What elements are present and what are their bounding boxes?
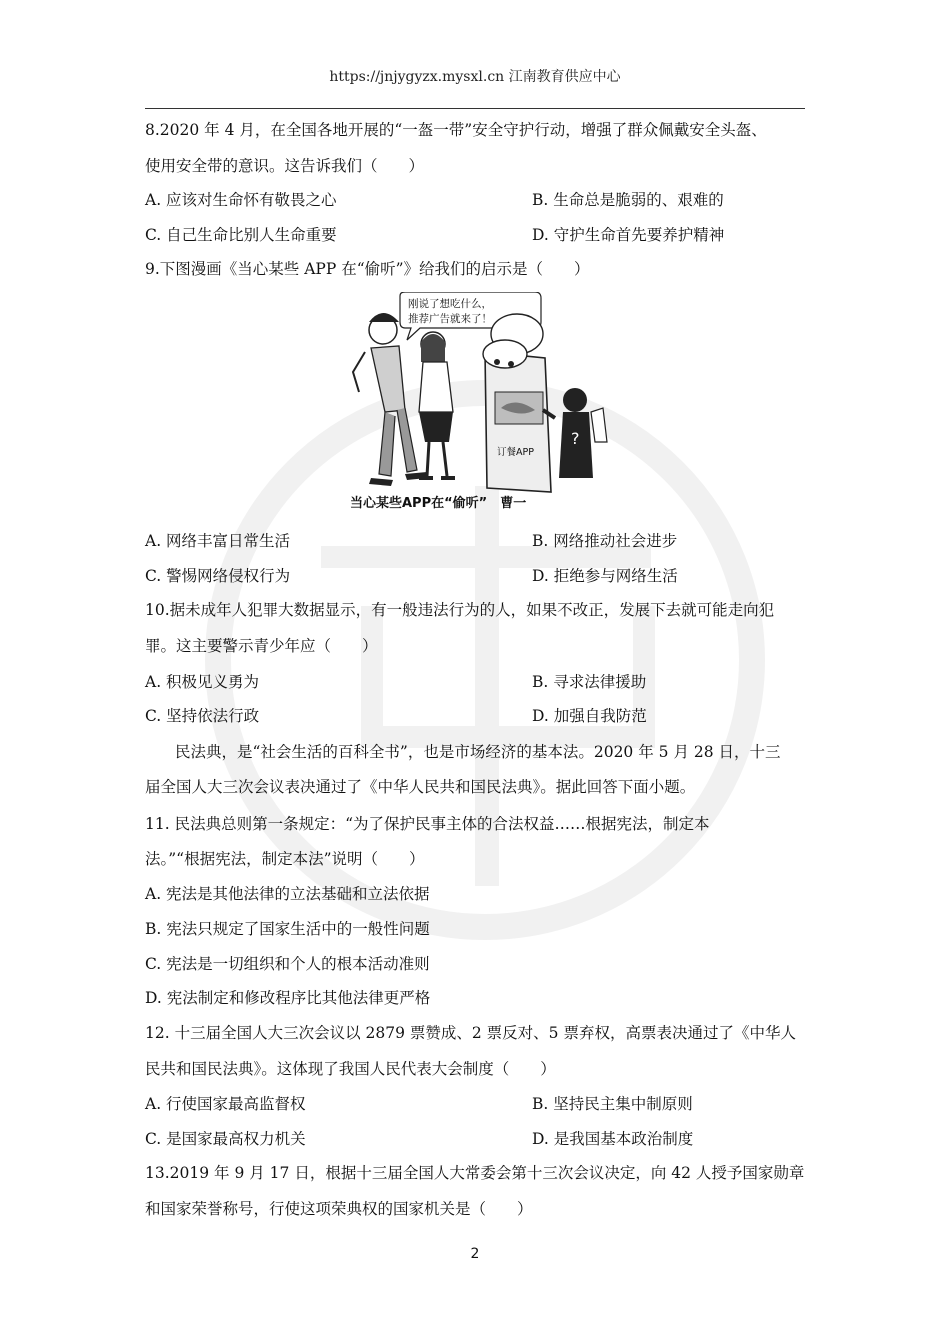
question-10-option-a: A. 积极见义勇为: [145, 673, 260, 691]
question-12-line-2: 民共和国民法典》。这体现了我国人民代表大会制度（ ）: [145, 1060, 556, 1078]
speech-text-1: 刚说了想吃什么，: [408, 298, 492, 310]
page-number: 2: [470, 1246, 480, 1262]
question-10-line-2: 罪。这主要警示青少年应（ ）: [145, 637, 378, 655]
question-11-option-d: D. 宪法制定和修改程序比其他法律更严格: [145, 989, 431, 1007]
question-9-option-a: A. 网络丰富日常生活: [145, 532, 291, 550]
question-12-option-b: B. 坚持民主集中制原则: [532, 1095, 693, 1113]
question-13-line-1: 13.2019 年 9 月 17 日，根据十三届全国人大常委会第十三次会议决定，向 42 人授予国家勋章: [145, 1164, 805, 1182]
question-13-line-2: 和国家荣誉称号，行使这项荣典权的国家机关是（ ）: [145, 1200, 533, 1218]
question-12-option-c: C. 是国家最高权力机关: [145, 1130, 306, 1148]
cartoon-caption: 当心某些APP在“偷听” 曹一: [350, 496, 527, 511]
question-11-line-2: 法。”“根据宪法，制定本法”说明（ ）: [145, 850, 425, 868]
question-9-option-c: C. 警惕网络侵权行为: [145, 567, 291, 585]
question-12-option-d: D. 是我国基本政治制度: [532, 1130, 694, 1148]
header-divider: [145, 108, 805, 109]
question-8-option-c: C. 自己生命比别人生命重要: [145, 226, 337, 244]
svg-text:?: ?: [571, 429, 580, 448]
question-10-option-d: D. 加强自我防范: [532, 707, 647, 725]
header-url: https://jnjygyzx.mysxl.cn 江南教育供应中心: [329, 69, 621, 85]
question-8-option-b: B. 生命总是脆弱的、艰难的: [532, 191, 724, 209]
question-8-option-d: D. 守护生命首先要养护精神: [532, 226, 725, 244]
speech-text-2: 推荐广告就来了！: [408, 313, 492, 325]
question-10-option-b: B. 寻求法律援助: [532, 673, 647, 691]
question-10-line-1: 10.据未成年人犯罪大数据显示，有一般违法行为的人，如果不改正，发展下去就可能走向犯: [145, 601, 775, 619]
question-11-option-c: C. 宪法是一切组织和个人的根本活动准则: [145, 955, 430, 973]
app-sign-text: 订餐APP: [497, 447, 534, 458]
question-11-option-a: A. 宪法是其他法律的立法基础和立法依据: [145, 885, 430, 903]
question-9-option-b: B. 网络推动社会进步: [532, 532, 678, 550]
cartoon-illustration: [345, 292, 610, 514]
question-11-line-1: 11. 民法典总则第一条规定：“为了保护民事主体的合法权益……根据宪法，制定本: [145, 815, 710, 833]
question-9-line-1: 9.下图漫画《当心某些 APP 在“偷听”》给我们的启示是（ ）: [145, 260, 590, 278]
question-8-line-2: 使用安全带的意识。这告诉我们（ ）: [145, 157, 425, 175]
question-8-line-1: 8.2020 年 4 月，在全国各地开展的“一盔一带”安全守护行动，增强了群众佩戴安全头盔、: [145, 121, 767, 139]
question-11-option-b: B. 宪法只规定了国家生活中的一般性问题: [145, 920, 430, 938]
material-line-1: 民法典，是“社会生活的百科全书”，也是市场经济的基本法。2020 年 5 月 28 日，十三: [175, 743, 781, 761]
question-12-option-a: A. 行使国家最高监督权: [145, 1095, 306, 1113]
question-9-option-d: D. 拒绝参与网络生活: [532, 567, 678, 585]
question-10-option-c: C. 坚持依法行政: [145, 707, 260, 725]
material-line-2: 届全国人大三次会议表决通过了《中华人民共和国民法典》。据此回答下面小题。: [145, 778, 696, 796]
question-8-option-a: A. 应该对生命怀有敬畏之心: [145, 191, 337, 209]
question-12-line-1: 12. 十三届全国人大三次会议以 2879 票赞成、2 票反对、5 票弃权，高票表决通过了《中华人: [145, 1024, 796, 1042]
